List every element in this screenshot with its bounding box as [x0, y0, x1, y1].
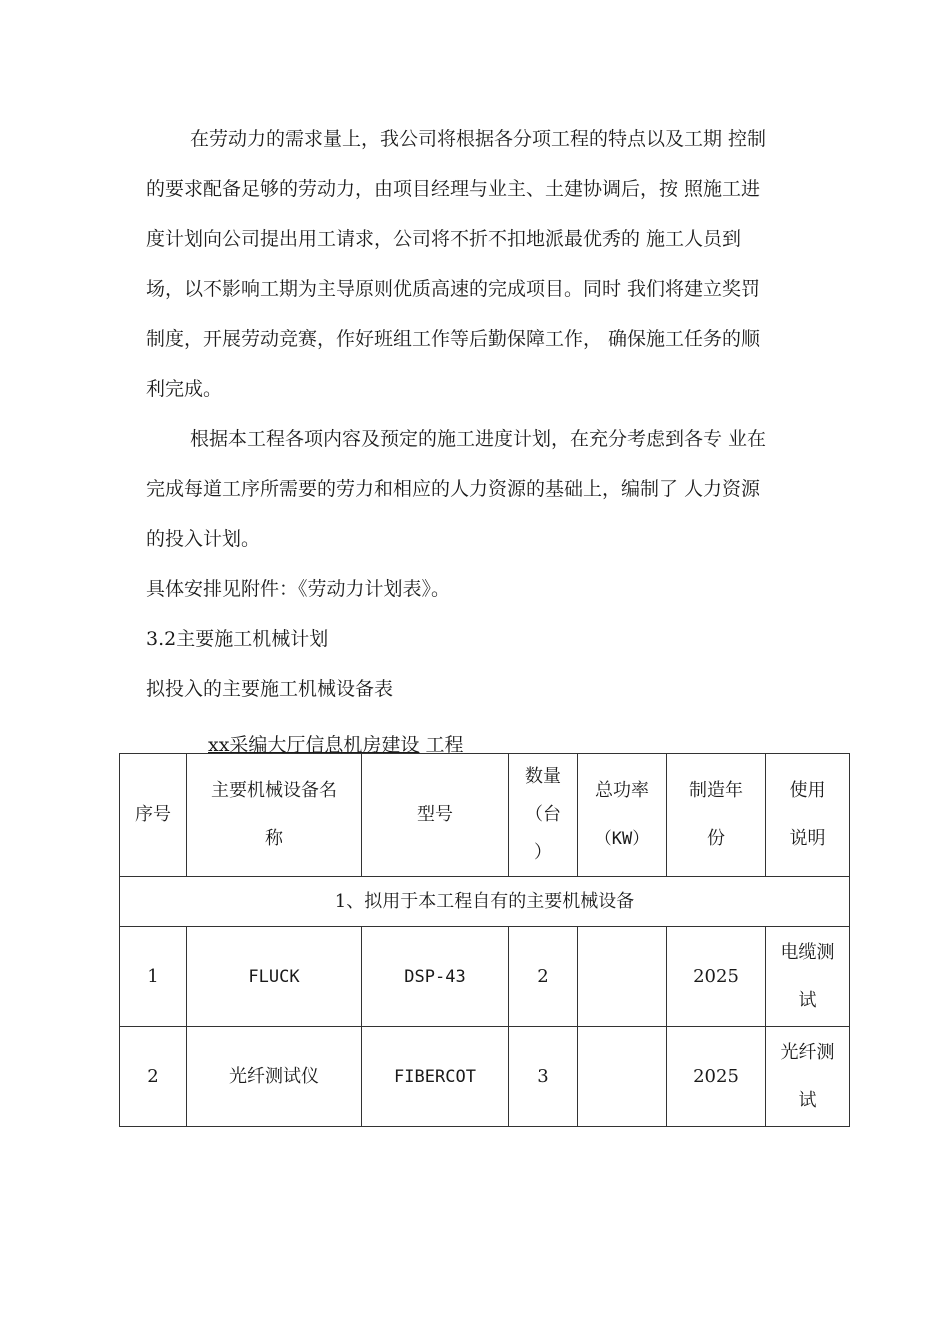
header-use: 使用说明 — [766, 754, 850, 877]
row-2-name: 光纤测试仪 — [187, 1027, 362, 1127]
table-row — [120, 1027, 850, 1127]
group-title: 1、拟用于本工程自有的主要机械设备 — [120, 877, 850, 927]
header-qty: 数量 （台 ） — [509, 754, 578, 877]
row-1-model: DSP-43 — [362, 927, 509, 1027]
paragraph-1-line-3: 度计划向公司提出用工请求，公司将不折不扣地派最优秀的 施工人员到 — [146, 228, 742, 250]
row-2-qty: 3 — [509, 1027, 578, 1127]
attachment-line: 具体安排见附件：《劳动力计划表》。 — [146, 578, 451, 600]
paragraph-1-line-4: 场，以不影响工期为主导原则优质高速的完成项目。同时 我们将建立奖罚 — [146, 278, 761, 300]
paragraph-1-line-6: 利完成。 — [146, 378, 223, 400]
row-2-seq: 2 — [120, 1027, 187, 1127]
header-seq: 序号 — [120, 754, 187, 877]
row-1-use: 电缆测试 — [766, 927, 850, 1027]
table-title: 拟投入的主要施工机械设备表 — [146, 678, 394, 700]
paragraph-1-line-5: 制度，开展劳动竞赛，作好班组工作等后勤保障工作， 确保施工任务的顺 — [146, 328, 761, 350]
row-2-use: 光纤测试 — [766, 1027, 850, 1127]
row-1-qty: 2 — [509, 927, 578, 1027]
paragraph-2-line-3: 的投入计划。 — [146, 528, 261, 550]
paragraph-1-line-2: 的要求配备足够的劳动力，由项目经理与业主、土建协调后，按 照施工进 — [146, 178, 761, 200]
header-model: 型号 — [362, 754, 509, 877]
row-2-model: FIBERCOT — [362, 1027, 509, 1127]
row-1-name: FLUCK — [187, 927, 362, 1027]
row-1-year: 2025 — [667, 927, 766, 1027]
row-2-year: 2025 — [667, 1027, 766, 1127]
paragraph-1-line-1: 在劳动力的需求量上，我公司将根据各分项工程的特点以及工期 控制 — [190, 128, 767, 150]
row-1-seq: 1 — [120, 927, 187, 1027]
project-name: xx采编大厅信息机房建设 — [208, 734, 420, 756]
paragraph-2-line-1: 根据本工程各项内容及预定的施工进度计划，在充分考虑到各专 业在 — [190, 428, 767, 450]
header-row — [120, 754, 850, 877]
equipment-table — [119, 753, 850, 1127]
header-name: 主要机械设备名称 — [187, 754, 362, 877]
row-1-power — [578, 927, 667, 1027]
header-power: 总功率（KW） — [578, 754, 667, 877]
project-suffix: 工程 — [419, 734, 464, 756]
section-heading: 3.2主要施工机械计划 — [146, 628, 329, 650]
header-year: 制造年份 — [667, 754, 766, 877]
table-row — [120, 927, 850, 1027]
paragraph-2-line-2: 完成每道工序所需要的劳力和相应的人力资源的基础上，编制了 人力资源 — [146, 478, 761, 500]
group-row — [120, 877, 850, 927]
row-2-power — [578, 1027, 667, 1127]
